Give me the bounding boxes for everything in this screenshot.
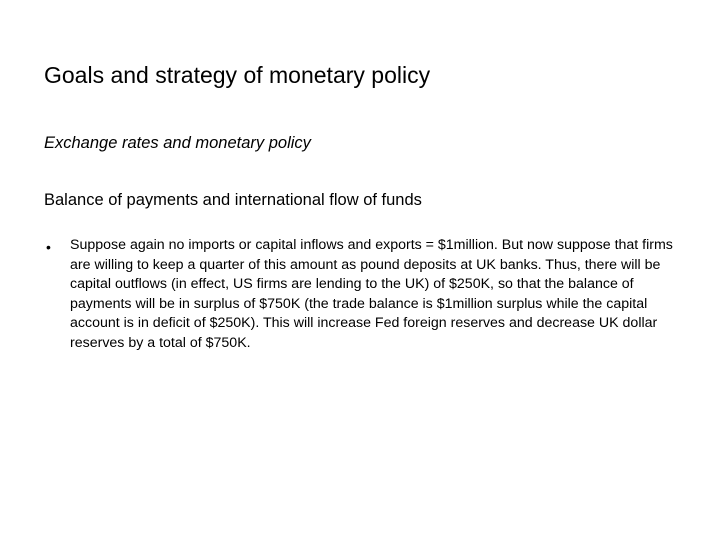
bullet-icon: • — [46, 239, 51, 255]
slide-title: Goals and strategy of monetary policy — [44, 62, 431, 88]
slide-subtitle: Exchange rates and monetary policy — [44, 134, 311, 152]
bullet-text: Suppose again no imports or capital inflows and exports = $1million. But now suppose that firms are willing to keep a quarter of this amount as pound deposits at UK banks. Thus, there will be capital outflows (in effect, US firms are lending to the UK) of $250K, so that the balance of payments will be in surplus of $750K (the trade balance is $1million surplus while the capital account is in deficit of $250K). This will increase Fed foreign reserves and decrease UK dollar reserves by a total of $750K. — [70, 237, 673, 351]
section-heading: Balance of payments and international flow of funds — [44, 191, 422, 209]
